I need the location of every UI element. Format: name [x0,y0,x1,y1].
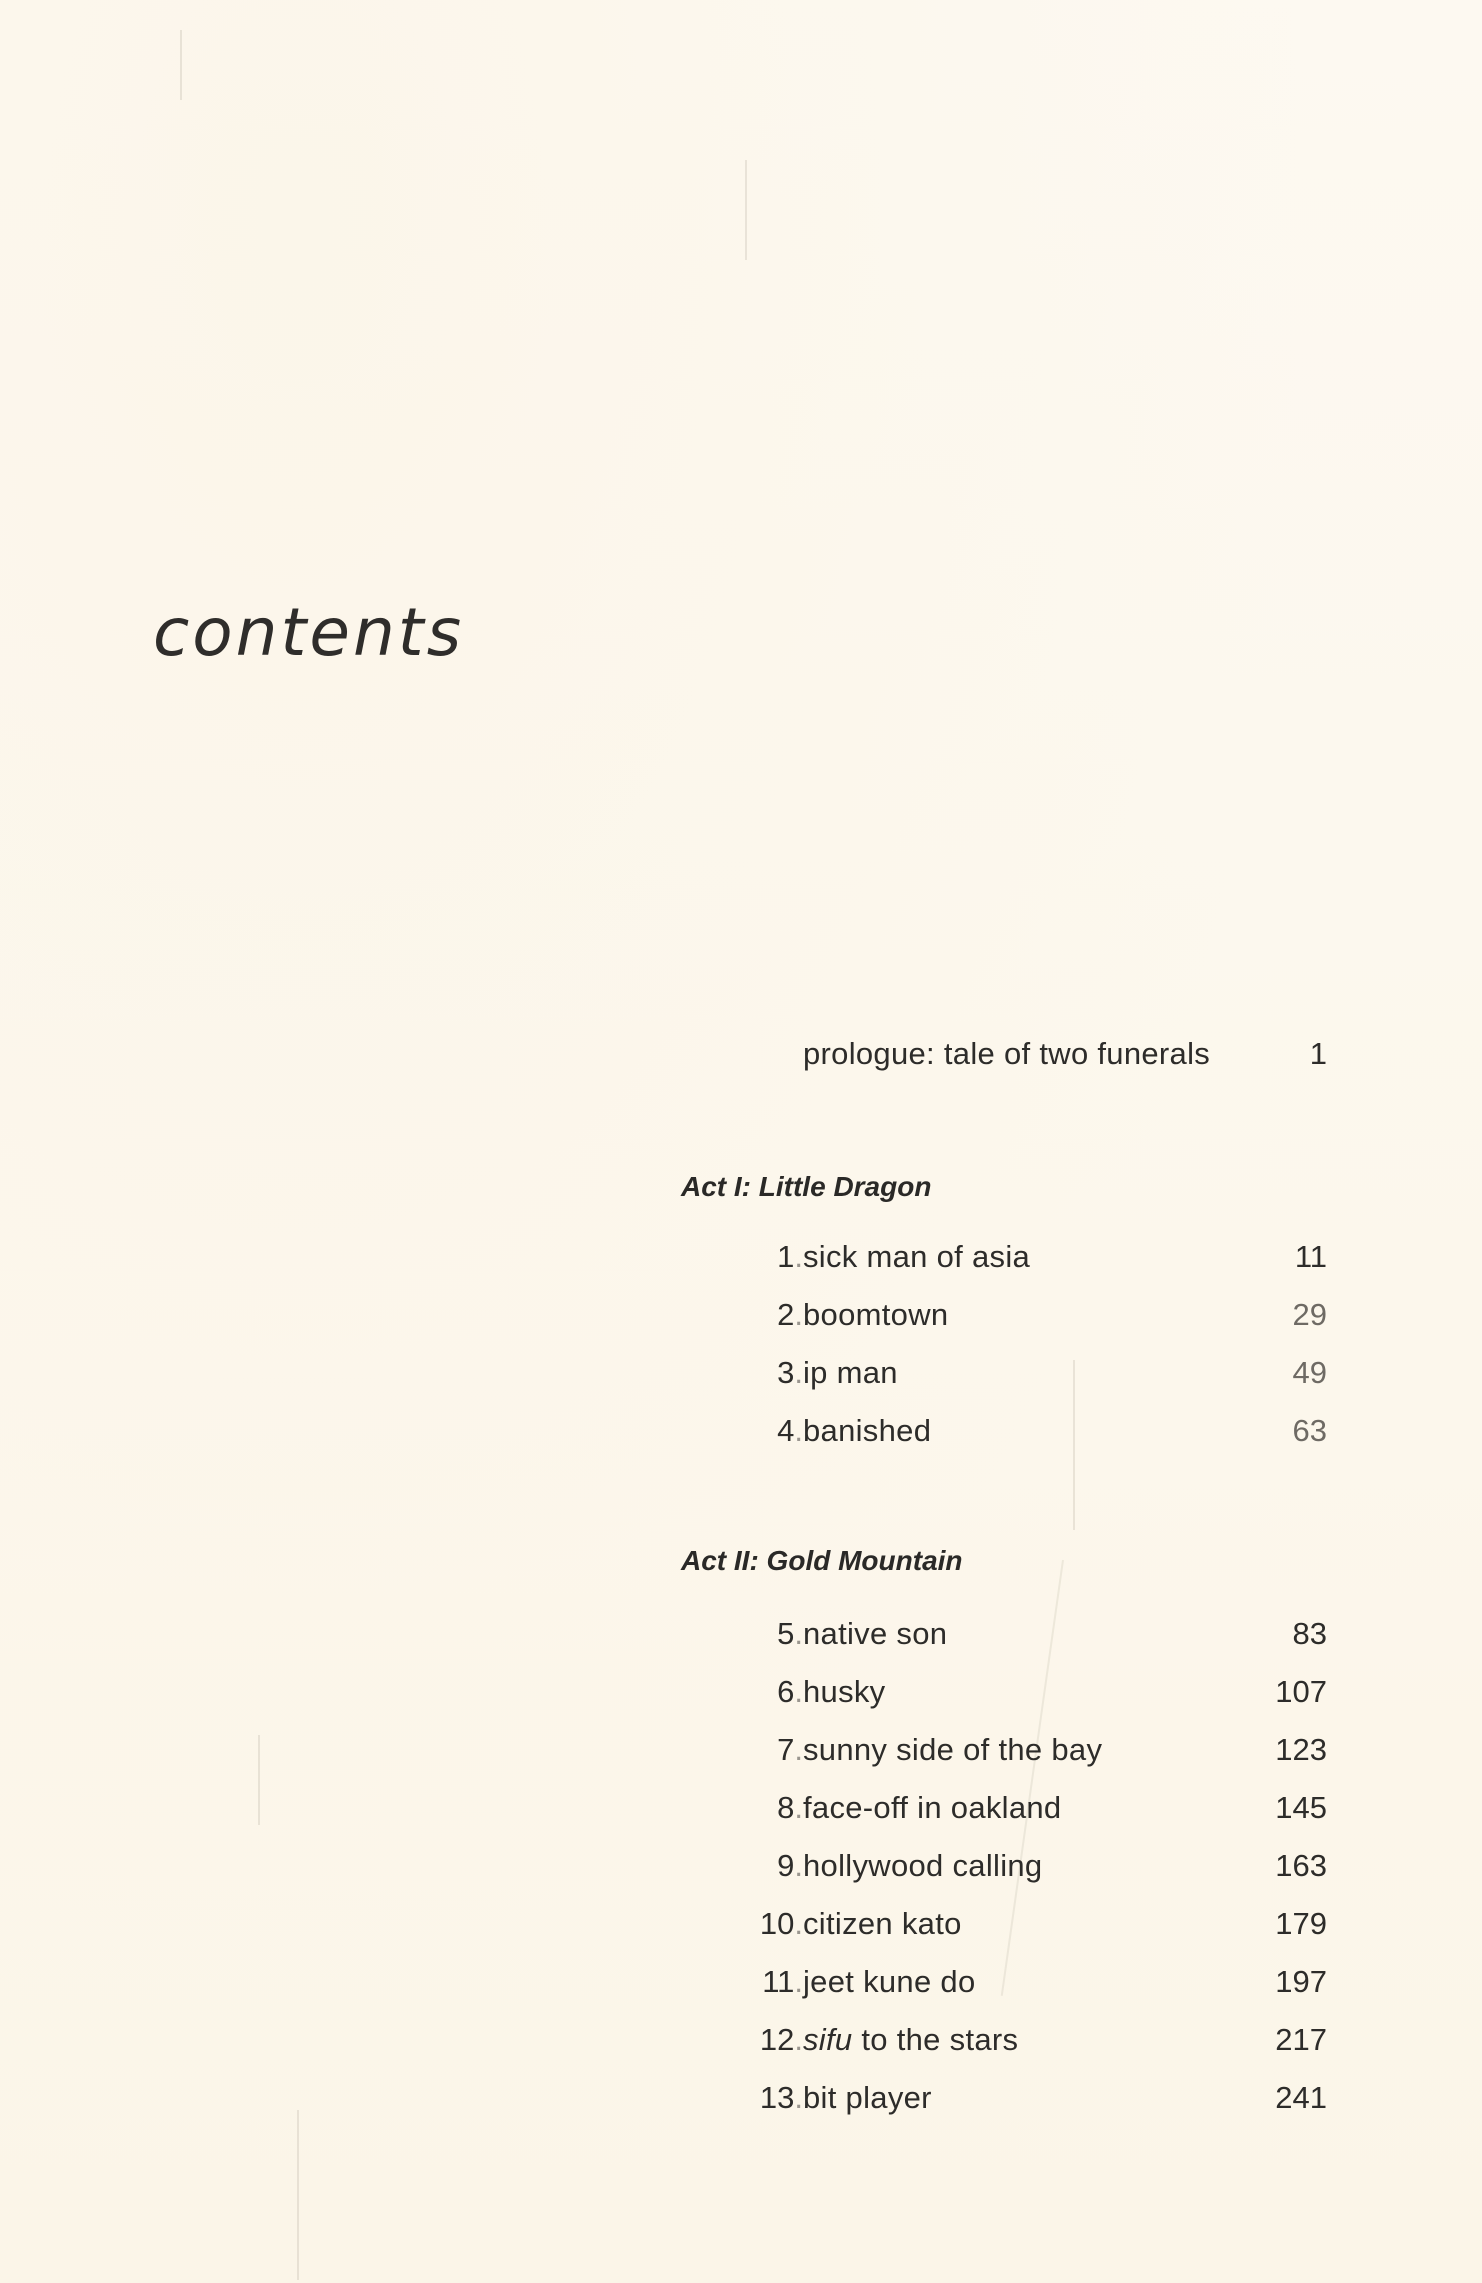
toc-entry[interactable] [700,2078,1327,2118]
toc-entry[interactable] [700,1962,1327,2002]
entry-title: prologue: tale of two funerals [803,1036,1211,1071]
toc-entry[interactable] [700,1788,1327,1828]
page-title: contents [153,594,465,671]
toc-entry[interactable] [700,1237,1327,1277]
toc-entry[interactable] [700,1904,1327,1944]
chapter-number: 11. [762,1964,803,1999]
paper-mark [745,160,747,260]
toc-entry[interactable] [700,1846,1327,1886]
page-number: 29 [1292,1297,1327,1332]
toc-entry[interactable] [700,1730,1327,1770]
page-number: 145 [1275,1790,1327,1825]
chapter-number: 3. [777,1355,803,1390]
toc-entry[interactable] [700,1353,1327,1393]
toc-entry[interactable] [700,1672,1327,1712]
chapter-number: 1. [777,1239,803,1274]
toc-entry[interactable] [700,2020,1327,2060]
entry-title: husky [803,1674,886,1709]
entry-title: jeet kune do [803,1964,976,1999]
entry-title: banished [803,1413,932,1448]
entry-title: citizen kato [803,1906,962,1941]
page-number: 217 [1275,2022,1327,2057]
chapter-number: 12. [759,2022,803,2057]
toc-entry[interactable] [700,1295,1327,1335]
page-number: 11 [1294,1239,1327,1274]
entry-title: sick man of asia [803,1239,1031,1274]
toc-entry-prologue[interactable] [700,1034,1327,1074]
page-number: 83 [1292,1616,1327,1651]
page-number: 179 [1275,1906,1327,1941]
chapter-number: 7. [777,1732,803,1767]
page-number: 107 [1275,1674,1327,1709]
chapter-number: 9. [777,1848,803,1883]
chapter-number: 4. [777,1413,803,1448]
page-number: 163 [1275,1848,1327,1883]
toc-entry[interactable] [700,1614,1327,1654]
page-number: 123 [1275,1732,1327,1767]
entry-title: boomtown [803,1297,949,1332]
act-heading: Act I: Little Dragon [681,1171,932,1202]
chapter-number: 6. [777,1674,803,1709]
paper-mark [297,2110,299,2280]
entry-title: sifu to the stars [803,2022,1019,2057]
page-number: 1 [1309,1036,1327,1071]
page-number: 63 [1292,1413,1327,1448]
page-number: 197 [1275,1964,1327,1999]
entry-title: hollywood calling [803,1848,1043,1883]
chapter-number: 10. [759,1906,803,1941]
entry-title: native son [803,1616,948,1651]
chapter-number: 13. [759,2080,803,2115]
paper-mark [258,1735,260,1825]
entry-title: face-off in oakland [803,1790,1062,1825]
entry-title: sunny side of the bay [803,1732,1103,1767]
entry-title-italic: sifu [803,2022,853,2057]
entry-title: bit player [803,2080,932,2115]
chapter-number: 2. [777,1297,803,1332]
paper-mark [180,30,182,100]
chapter-number: 5. [777,1616,803,1651]
act-heading: Act II: Gold Mountain [681,1545,963,1576]
chapter-number: 8. [777,1790,803,1825]
entry-title: ip man [803,1355,898,1390]
page-number: 49 [1292,1355,1327,1390]
toc-entry[interactable] [700,1411,1327,1451]
page-number: 241 [1275,2080,1327,2115]
